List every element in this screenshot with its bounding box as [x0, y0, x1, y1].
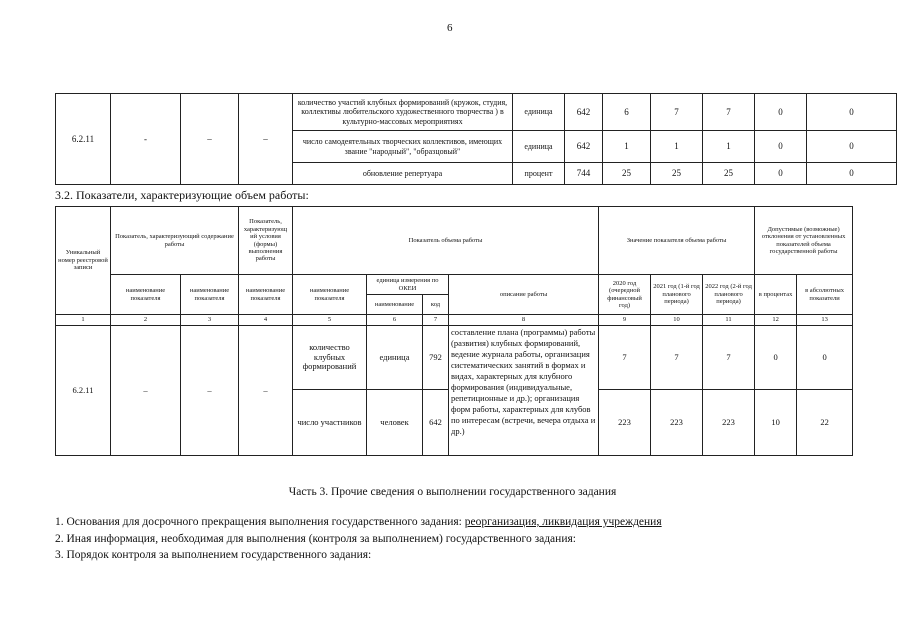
header-unique-number: Уникальный номер реестровой записи	[56, 207, 111, 315]
value-cell: 0	[755, 131, 807, 163]
indicator-name-cell: обновление репертуара	[293, 163, 513, 185]
code-cell: 792	[423, 326, 449, 390]
header-row	[56, 207, 853, 275]
header-deviation: Допустимые (возможные) отклонения от установленных показателей объема государственной работы	[755, 207, 853, 275]
column-number: 7	[423, 315, 449, 326]
page-number: 6	[447, 22, 453, 34]
header-unit-name: наименование	[367, 295, 423, 315]
column-number: 4	[239, 315, 293, 326]
table-row	[56, 326, 853, 390]
value-cell: 7	[651, 94, 703, 131]
value-cell: 7	[703, 326, 755, 390]
line1-value: реорганизация, ликвидация учреждения	[464, 516, 662, 528]
unit-cell: единица	[513, 94, 565, 131]
column-number: 5	[293, 315, 367, 326]
text-line-3: 3. Порядок контроля за выполнением государственного задания:	[55, 549, 372, 561]
value-cell: 223	[599, 390, 651, 456]
code-cell: 642	[565, 94, 603, 131]
code-cell: 642	[565, 131, 603, 163]
line1-prefix: 1. Основания для досрочного прекращения выполнения государственного задания:	[55, 516, 465, 528]
column-number: 9	[599, 315, 651, 326]
column-number: 13	[797, 315, 853, 326]
content-cell: –	[181, 326, 239, 456]
header-value: Значение показателя объема работы	[599, 207, 755, 275]
value-cell: 0	[755, 163, 807, 185]
header-description: описание работы	[449, 275, 599, 315]
value-cell: 0	[807, 131, 897, 163]
value-cell: 7	[703, 94, 755, 131]
unit-cell: единица	[513, 131, 565, 163]
value-cell: 7	[651, 326, 703, 390]
value-cell: 25	[651, 163, 703, 185]
code-cell: 744	[565, 163, 603, 185]
indicator-name-cell: число самодеятельных творческих коллективов, имеющих звание "народный", "образцовый"	[293, 131, 513, 163]
header-name: наименование показателя	[111, 275, 181, 315]
section-title: 3.2. Показатели, характеризующие объем работы:	[55, 188, 309, 202]
column-number: 12	[755, 315, 797, 326]
work-description-cell: составление плана (программы) работы (развития) клубных формирований, ведение журнала работы, организация систематических занятий в формах и видах, характерных для клубного формирования (индивидуальные, репетиционные и др.); организация форм работы, характерных для клубов по интересам (встречи, вечера отдыха и др.)	[449, 326, 599, 456]
header-name: наименование показателя	[239, 275, 293, 315]
unit-cell: человек	[367, 390, 423, 456]
column-number: 6	[367, 315, 423, 326]
header-year-2022: 2022 год (2-й год планового периода)	[703, 275, 755, 315]
text-line-2: 2. Иная информация, необходимая для выполнения (контроля за выполнением) государственного задания:	[55, 533, 576, 545]
condition-cell: –	[239, 94, 293, 185]
registry-code-cell: 6.2.11	[56, 94, 111, 185]
column-number: 3	[181, 315, 239, 326]
content-cell: –	[111, 326, 181, 456]
value-cell: 0	[807, 94, 897, 131]
column-number: 1	[56, 315, 111, 326]
value-cell: 1	[651, 131, 703, 163]
header-content: Показатель, характеризующий содержание работы	[111, 207, 239, 275]
value-cell: 25	[603, 163, 651, 185]
table-volume-indicators	[55, 206, 853, 456]
value-cell: 0	[807, 163, 897, 185]
content-cell: -	[111, 94, 181, 185]
column-number: 2	[111, 315, 181, 326]
registry-code-cell: 6.2.11	[56, 326, 111, 456]
content-cell: –	[181, 94, 239, 185]
value-cell: 6	[603, 94, 651, 131]
indicator-name-cell: количество клубных формирований	[293, 326, 367, 390]
header-unit-code: код	[423, 295, 449, 315]
value-cell: 1	[603, 131, 651, 163]
value-cell: 25	[703, 163, 755, 185]
text-line-1	[55, 516, 662, 528]
unit-cell: единица	[367, 326, 423, 390]
code-cell: 642	[423, 390, 449, 456]
header-absolute: в абсолютных показатели	[797, 275, 853, 315]
unit-cell: процент	[513, 163, 565, 185]
header-unit-okei: единица измерения по ОКЕИ	[367, 275, 449, 295]
header-year-2021: 2021 год (1-й год планового периода)	[651, 275, 703, 315]
column-number: 11	[703, 315, 755, 326]
header-percent: в процентах	[755, 275, 797, 315]
part3-title: Часть 3. Прочие сведения о выполнении государственного задания	[288, 486, 617, 498]
value-cell: 0	[755, 326, 797, 390]
condition-cell: –	[239, 326, 293, 456]
header-name: наименование показателя	[293, 275, 367, 315]
value-cell: 0	[755, 94, 807, 131]
header-year-2020: 2020 год (очередной финансовый год)	[599, 275, 651, 315]
header-row	[56, 275, 853, 295]
header-volume: Показатель объема работы	[293, 207, 599, 275]
header-name: наименование показателя	[181, 275, 239, 315]
header-condition: Показатель, характеризующ ий условия (формы) выполнения работы	[239, 207, 293, 275]
column-number-row	[56, 315, 853, 326]
value-cell: 223	[703, 390, 755, 456]
value-cell: 22	[797, 390, 853, 456]
table-row	[56, 94, 897, 131]
table-continued-quality-indicators	[55, 93, 897, 185]
column-number: 10	[651, 315, 703, 326]
value-cell: 1	[703, 131, 755, 163]
indicator-name-cell: число участников	[293, 390, 367, 456]
column-number: 8	[449, 315, 599, 326]
value-cell: 223	[651, 390, 703, 456]
value-cell: 7	[599, 326, 651, 390]
indicator-name-cell: количество участий клубных формирований (кружок, студия, коллективы любительского художественного творчества ) в культурно-массовых мероприятиях	[293, 94, 513, 131]
value-cell: 10	[755, 390, 797, 456]
value-cell: 0	[797, 326, 853, 390]
